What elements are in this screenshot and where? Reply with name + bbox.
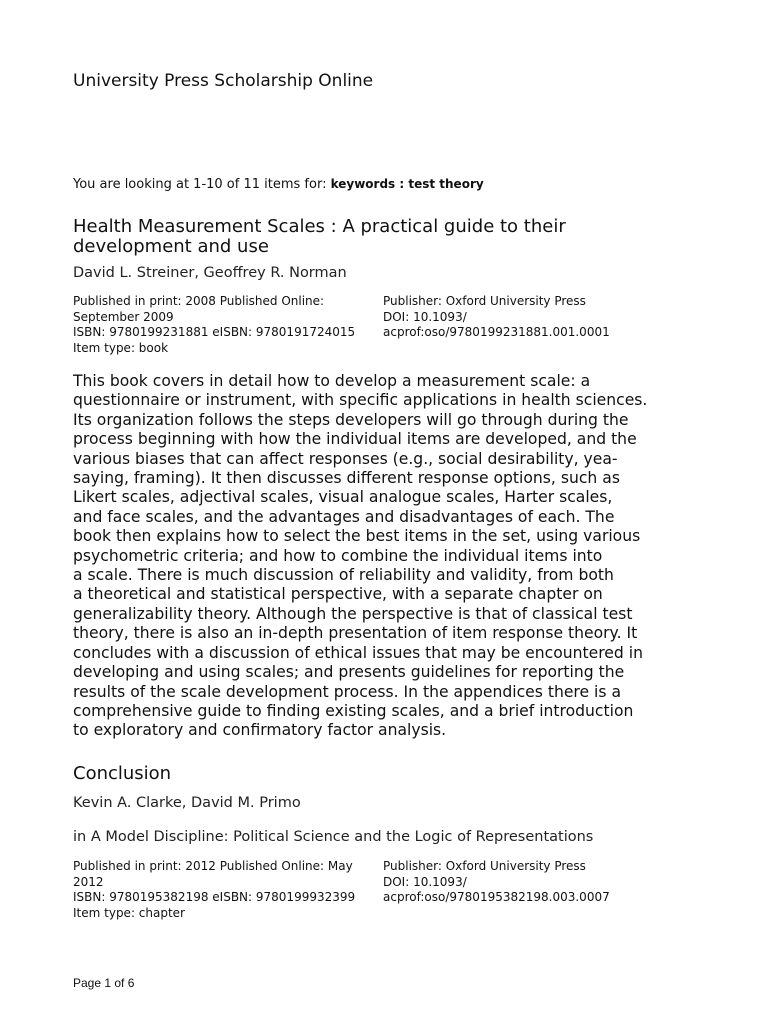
abstract-line: book then explains how to select the best items in the set, using various: [73, 527, 641, 546]
abstract-line: a scale. There is much discussion of reliability and validity, from both: [73, 566, 614, 585]
abstract-line: generalizability theory. Although the perspective is that of classical test: [73, 604, 633, 623]
result-title[interactable]: [73, 217, 703, 257]
abstract-line: results of the scale development process. In the appendices there is a: [73, 682, 622, 701]
result-meta-left: [73, 294, 378, 356]
result-authors: David L. Streiner, Geoffrey R. Norman: [73, 265, 347, 281]
meta-line: Item type: book: [73, 340, 169, 355]
site-title: University Press Scholarship Online: [73, 71, 374, 91]
meta-line: acprof:oso/9780195382198.003.0007: [383, 890, 610, 904]
abstract-line: various biases that can affect responses (e.g., social desirability, yea-: [73, 449, 618, 468]
abstract-line: to exploratory and confirmatory factor analysis.: [73, 721, 447, 740]
page-number: Page 1 of 6: [73, 976, 135, 990]
abstract-line: a theoretical and statistical perspective, with a separate chapter on: [73, 585, 603, 604]
result-authors: Kevin A. Clarke, David M. Primo: [73, 795, 301, 811]
result-title[interactable]: [73, 764, 703, 784]
abstract-line: Likert scales, adjectival scales, visual analogue scales, Harter scales,: [73, 488, 613, 507]
meta-line: September 2009: [73, 309, 174, 324]
search-summary-prefix: You are looking at 1-10 of 11 items for:: [73, 177, 331, 192]
result-title-line: development and use: [73, 236, 269, 257]
abstract-line: Its organization follows the steps developers will go through during the: [73, 410, 629, 429]
result-meta-right: [383, 859, 703, 906]
search-summary: [73, 175, 484, 194]
abstract-line: comprehensive guide to finding existing scales, and a brief introduction: [73, 701, 634, 720]
result-context: in A Model Discipline: Political Science and the Logic of Representations: [73, 829, 594, 845]
meta-line: 2012: [73, 874, 104, 889]
meta-line: ISBN: 9780199231881 eISBN: 9780191724015: [73, 325, 356, 339]
abstract-line: psychometric criteria; and how to combine the individual items into: [73, 546, 603, 565]
meta-line: ISBN: 9780195382198 eISBN: 9780199932399: [73, 890, 356, 904]
result-title-line: Conclusion: [73, 763, 172, 784]
result-title-line: Health Measurement Scales : A practical guide to their: [73, 216, 566, 237]
meta-line: acprof:oso/9780199231881.001.0001: [383, 325, 610, 339]
abstract-line: concludes with a discussion of ethical issues that may be encountered in: [73, 643, 643, 662]
result-meta-right: [383, 294, 703, 341]
result-meta-left: [73, 859, 378, 921]
abstract-line: This book covers in detail how to develop a measurement scale: a: [73, 372, 591, 390]
meta-line: Item type: chapter: [73, 905, 185, 920]
search-keywords: keywords : test theory: [330, 177, 484, 191]
abstract-line: developing and using scales; and presents guidelines for reporting the: [73, 663, 625, 682]
meta-line: Publisher: Oxford University Press: [383, 294, 586, 308]
meta-line: Published in print: 2008 Published Online:: [73, 294, 325, 308]
meta-line: Published in print: 2012 Published Online: May: [73, 859, 353, 873]
meta-line: DOI: 10.1093/: [383, 874, 467, 889]
abstract-line: saying, framing). It then discusses different response options, such as: [73, 469, 620, 488]
meta-line: DOI: 10.1093/: [383, 309, 467, 324]
result-item: [73, 216, 703, 355]
meta-line: Publisher: Oxford University Press: [383, 859, 586, 873]
abstract-line: theory, there is also an in-depth presentation of item response theory. It: [73, 624, 638, 643]
abstract-line: process beginning with how the individual items are developed, and the: [73, 430, 637, 449]
document-page: [73, 0, 703, 1024]
abstract-line: and face scales, and the advantages and disadvantages of each. The: [73, 507, 615, 526]
result-item: [73, 763, 703, 920]
result-abstract: [73, 372, 703, 741]
abstract-line: questionnaire or instrument, with specific applications in health sciences.: [73, 391, 648, 410]
